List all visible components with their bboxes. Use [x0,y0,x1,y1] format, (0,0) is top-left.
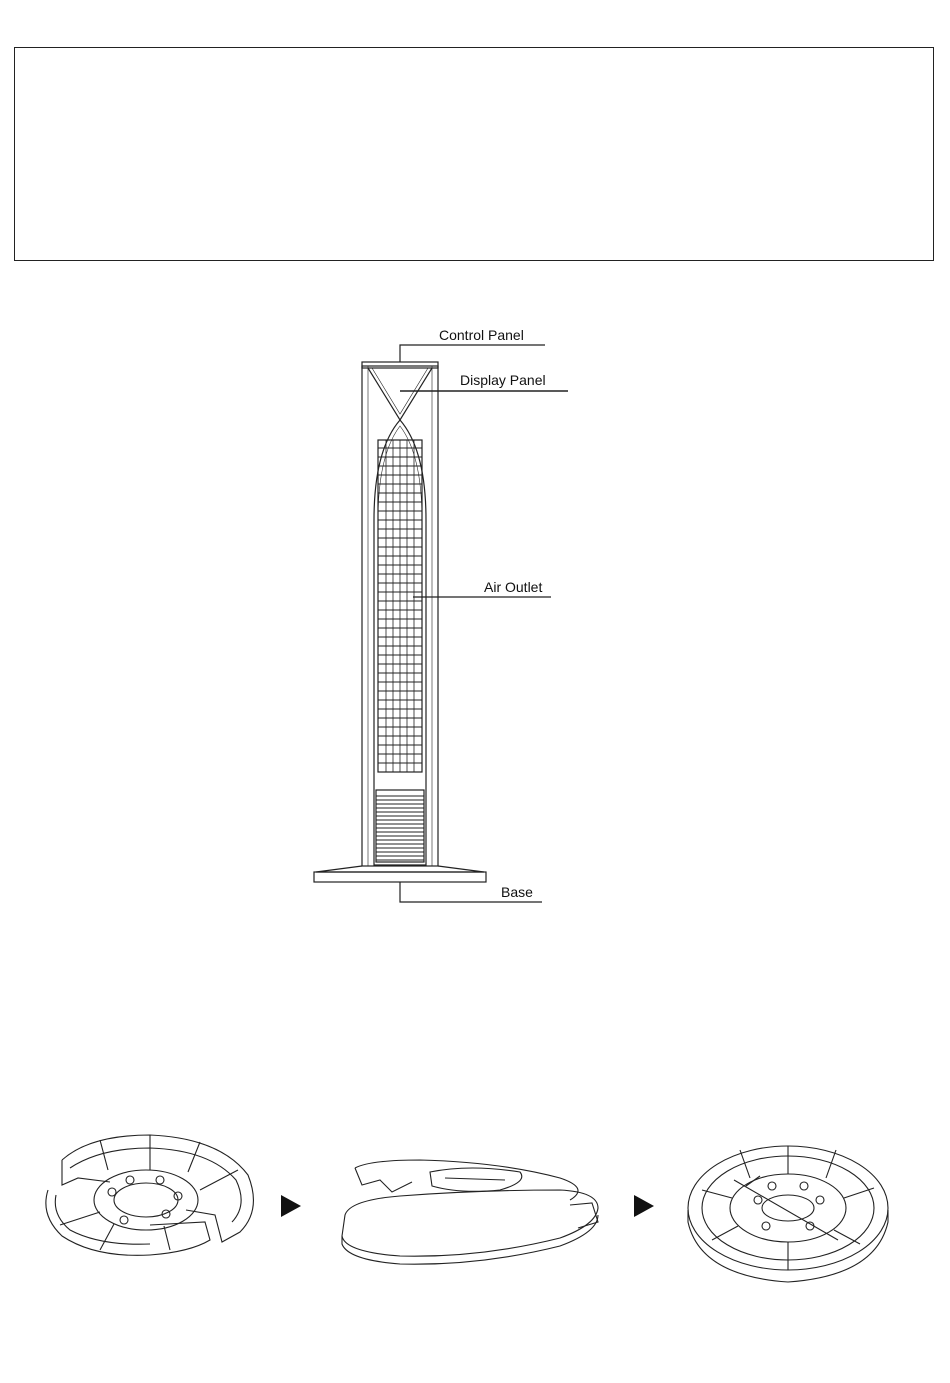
base-halves-joining-illustration [342,1160,598,1264]
display-panel-label: Display Panel [460,372,546,388]
air-outlet-label: Air Outlet [484,579,543,595]
step-arrow-1 [281,1195,301,1217]
base-halves-open-illustration [46,1135,254,1255]
assembled-base-illustration [688,1146,888,1282]
base-label: Base [501,884,533,900]
control-panel-label: Control Panel [439,327,524,343]
step-arrow-2 [634,1195,654,1217]
